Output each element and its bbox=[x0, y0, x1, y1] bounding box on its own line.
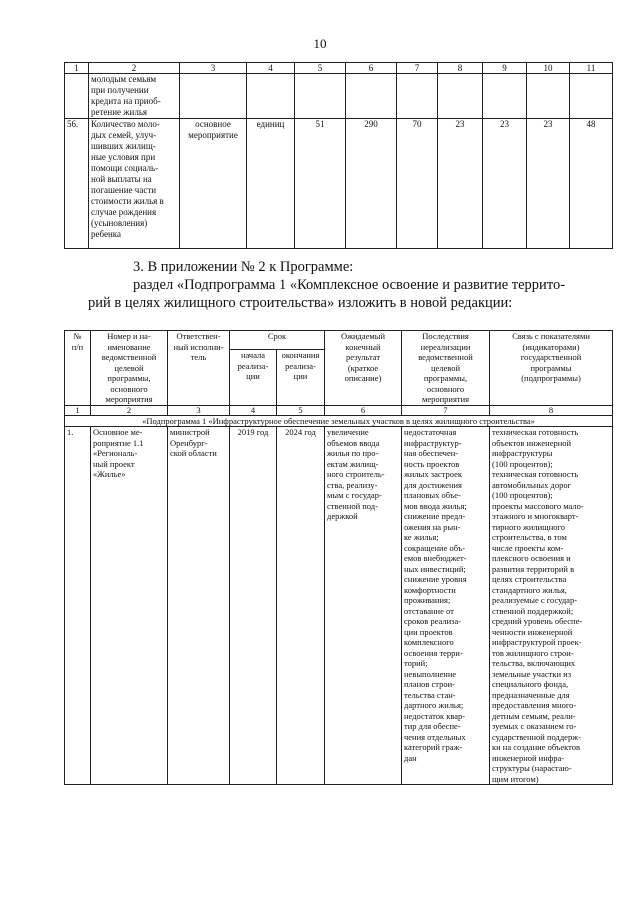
header-link: Связь с показателями (индикаторами) государственной программы (подпрограммы) bbox=[490, 331, 613, 406]
header-term: Срок bbox=[230, 331, 325, 350]
row-end: 2024 год bbox=[277, 427, 325, 785]
amendment-line-2: рий в целях жилищного строительства» изложить в новой редакции: bbox=[88, 295, 513, 311]
subprogram-row bbox=[65, 415, 613, 427]
table-cell: 23 bbox=[438, 119, 483, 249]
header-cell: 3 bbox=[180, 63, 247, 74]
table-row bbox=[65, 427, 613, 785]
page-number: 10 bbox=[313, 36, 327, 51]
row-consequences: недостаточная инфраструктур- ная обеспечен- ность проектов жилых застроек для достижения плановых объе- мов ввода жилья; снижение предл- ожения на рын- ке жилья; сокращение объ- емов внебюджет- ных инвестиций; снижение уровня комфортности проживания; отставание от сроков реализа- ции проектов комплексного освоения терри- торий; невыполнение планов строи- тельства стан- дартного жилья; недостаток квар- тир для обеспе- чения отдельных категорий граж- дан bbox=[402, 427, 490, 785]
header-cell: 2 bbox=[91, 405, 168, 415]
table-header-row bbox=[65, 63, 613, 74]
subprogram-table bbox=[64, 330, 613, 785]
table-cell: 48 bbox=[570, 119, 613, 249]
table-row bbox=[65, 74, 613, 119]
row-result: увеличение объемов ввода жилья по про- ектам жилищ- ного строитель- ства, реализу- мым с государ- ственной под- держкой bbox=[325, 427, 402, 785]
amendment-item: 3. В приложении № 2 к Программе: bbox=[133, 259, 354, 275]
header-end: окончания реализа- ции bbox=[277, 350, 325, 405]
header-cell: 8 bbox=[438, 63, 483, 74]
header-cell: 7 bbox=[402, 405, 490, 415]
table-cell: 70 bbox=[397, 119, 438, 249]
amendment-line-1: раздел «Подпрограмма 1 «Комплексное освоение и развитие террито- bbox=[133, 277, 566, 293]
table-cell: Количество моло- дых семей, улуч- шивших жилищ- ные условия при помощи социаль- ной выплаты на погашение части стоимости жилья в случае рождения (усыновления) ребенка bbox=[89, 119, 180, 249]
row-executor: министрой Оренбург- ской области bbox=[168, 427, 230, 785]
header-cell: 11 bbox=[570, 63, 613, 74]
table-cell: единиц bbox=[247, 119, 295, 249]
header-cell: 10 bbox=[527, 63, 570, 74]
header-start: начала реализа- ции bbox=[230, 350, 277, 405]
column-number-row bbox=[65, 405, 613, 415]
subprogram-title: «Подпрограмма 1 «Инфраструктурное обеспечение земельных участков в целях жилищного строительства» bbox=[65, 415, 613, 427]
header-cell: 7 bbox=[397, 63, 438, 74]
row-start: 2019 год bbox=[230, 427, 277, 785]
row-name: Основное ме- роприятие 1.1 «Региональ- ный проект «Жилье» bbox=[91, 427, 168, 785]
header-cell: 1 bbox=[65, 63, 89, 74]
table-cell: 56. bbox=[65, 119, 89, 249]
row-num: 1. bbox=[65, 427, 91, 785]
header-num: № п/п bbox=[65, 331, 91, 406]
header-cell: 5 bbox=[277, 405, 325, 415]
table-header-row bbox=[65, 331, 613, 350]
header-consequences: Последствия нереализации ведомственной целевой программы, основного мероприятия bbox=[402, 331, 490, 406]
header-name: Номер и на- именование ведомственной целевой программы, основного мероприятия bbox=[91, 331, 168, 406]
header-cell: 4 bbox=[230, 405, 277, 415]
table-row bbox=[65, 119, 613, 249]
header-cell: 9 bbox=[483, 63, 527, 74]
indicator-table bbox=[64, 62, 613, 249]
header-executor: Ответствен- ный исполни- тель bbox=[168, 331, 230, 406]
table-cell: 23 bbox=[527, 119, 570, 249]
table-cell: 23 bbox=[483, 119, 527, 249]
table-cell: 290 bbox=[346, 119, 397, 249]
header-cell: 2 bbox=[89, 63, 180, 74]
header-cell: 3 bbox=[168, 405, 230, 415]
table-cell: основное мероприятие bbox=[180, 119, 247, 249]
header-cell: 8 bbox=[490, 405, 613, 415]
table-cell: 51 bbox=[295, 119, 346, 249]
header-cell: 4 bbox=[247, 63, 295, 74]
header-cell: 5 bbox=[295, 63, 346, 74]
header-cell: 1 bbox=[65, 405, 91, 415]
continued-cell: молодым семьям при получении кредита на приоб- ретение жилья bbox=[89, 74, 180, 119]
header-result: Ожидаемый конечный результат (краткое описание) bbox=[325, 331, 402, 406]
header-cell: 6 bbox=[346, 63, 397, 74]
row-link: техническая готовность объектов инженерной инфраструктуры (100 процентов); техническая готовность автомобильных дорог (100 процентов); проекты массового мало- этажного и многокварт- тирного жилищного строительства, в том числе проекты ком- плексного освоения и развития территорий в целях строительства стандартного жилья, реализуемые с государ- ственной поддержкой; средний уровень обеспе- ченности инженерной инфраструктурой проек- тов жилищного строи- тельства, включающих земельные участки из специального фонда, предназначенные для предоставления много- детным семьям, реали- зуемых с оказанием го- сударственной поддерж- ки на создание объектов инженерной инфра- структуры (нарастаю- щим итогом) bbox=[490, 427, 613, 785]
header-cell: 6 bbox=[325, 405, 402, 415]
